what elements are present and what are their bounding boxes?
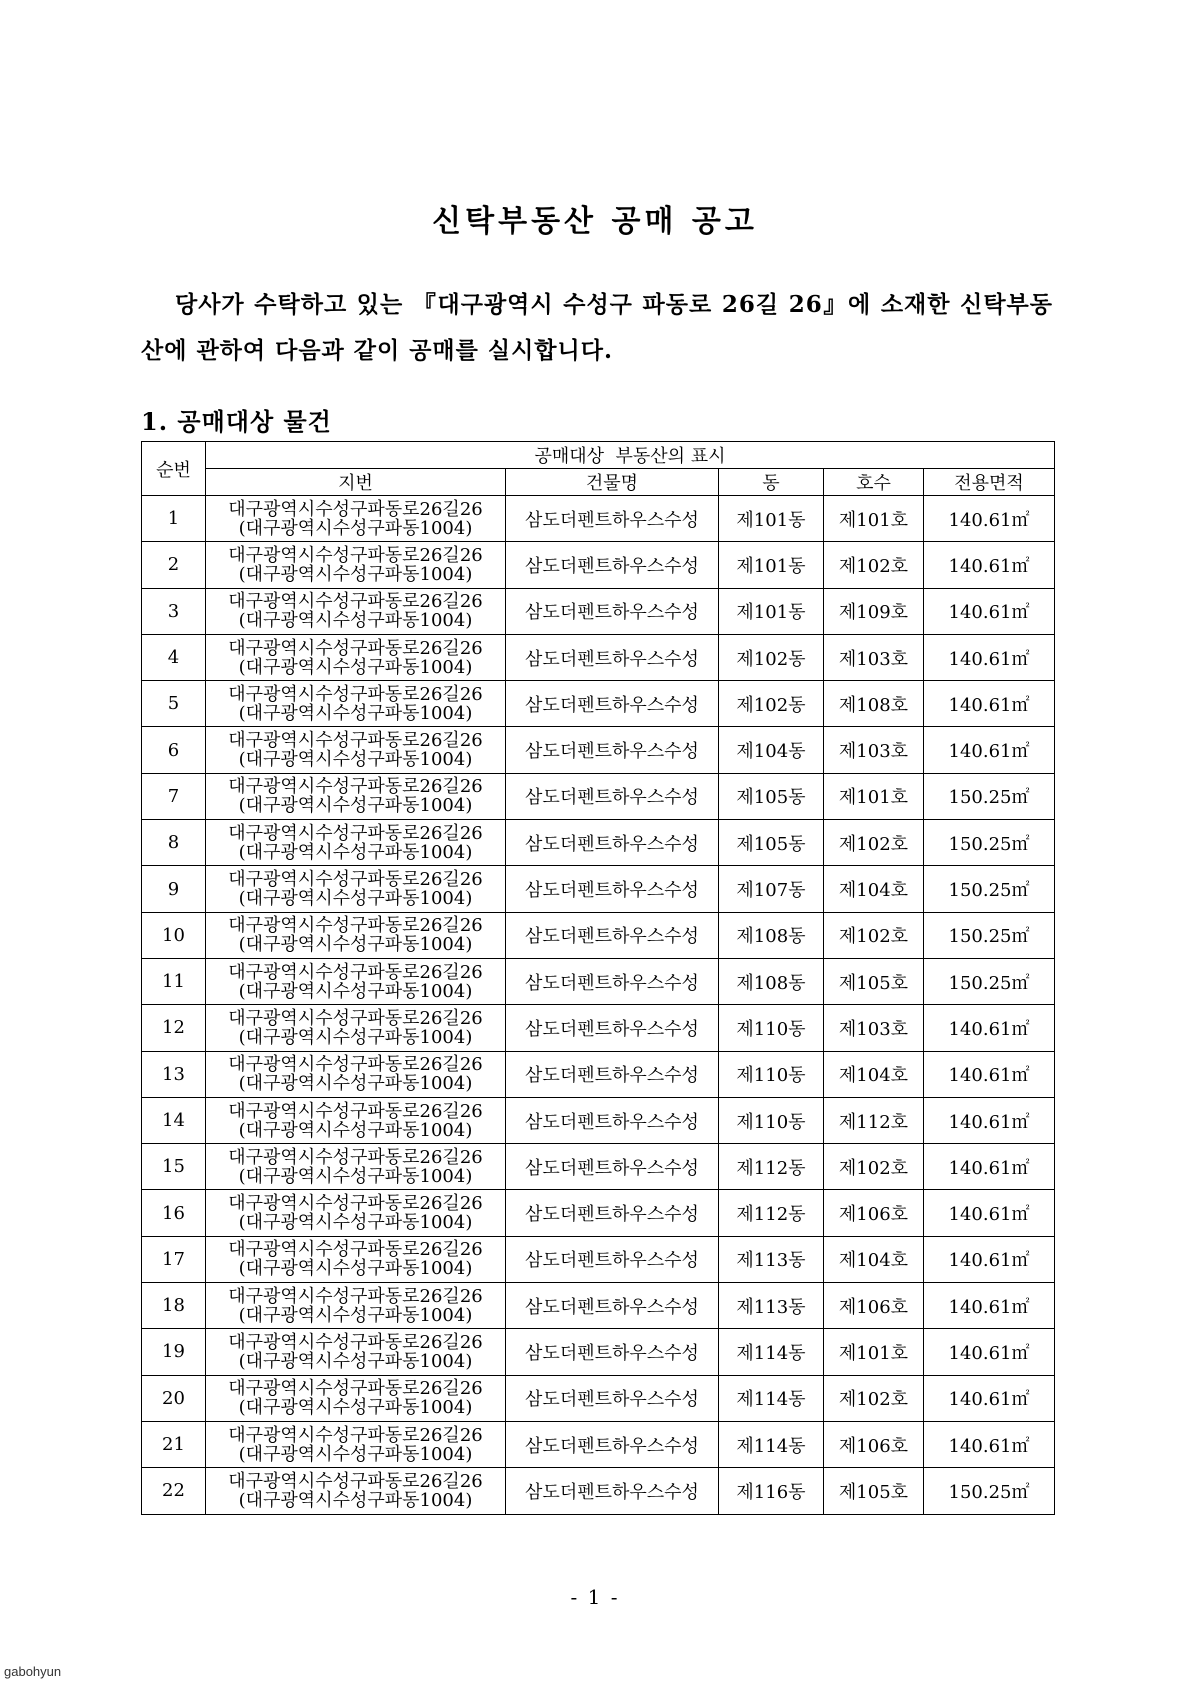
cell-dong: 제102동 bbox=[719, 634, 824, 680]
cell-building: 삼도더펜트하우스수성 bbox=[506, 1421, 719, 1467]
cell-building: 삼도더펜트하우스수성 bbox=[506, 634, 719, 680]
cell-area: 140.61㎡ bbox=[924, 1283, 1055, 1329]
lot-address: (대구광역시수성구파동1004) bbox=[238, 1304, 473, 1326]
cell-lot-address bbox=[206, 681, 506, 727]
table-row bbox=[142, 681, 1055, 727]
table-row bbox=[142, 1190, 1055, 1236]
cell-seq: 8 bbox=[142, 820, 206, 866]
cell-lot-address bbox=[206, 958, 506, 1004]
cell-seq: 5 bbox=[142, 681, 206, 727]
lot-address: (대구광역시수성구파동1004) bbox=[238, 1212, 473, 1234]
intro-paragraph: 당사가 수탁하고 있는 『대구광역시 수성구 파동로 26길 26』에 소재한 신탁부동산에 관하여 다음과 같이 공매를 실시합니다. bbox=[141, 291, 1053, 364]
cell-unit: 제105호 bbox=[824, 958, 924, 1004]
cell-area: 150.25㎡ bbox=[924, 773, 1055, 819]
cell-seq: 4 bbox=[142, 634, 206, 680]
road-address: 대구광역시수성구파동로26길26 bbox=[228, 1378, 483, 1400]
road-address: 대구광역시수성구파동로26길26 bbox=[228, 1146, 483, 1168]
cell-building: 삼도더펜트하우스수성 bbox=[506, 1468, 719, 1514]
lot-address: (대구광역시수성구파동1004) bbox=[238, 749, 473, 771]
cell-lot-address bbox=[206, 1005, 506, 1051]
cell-dong: 제110동 bbox=[719, 1051, 824, 1097]
cell-building: 삼도더펜트하우스수성 bbox=[506, 1005, 719, 1051]
table-row bbox=[142, 1051, 1055, 1097]
cell-seq: 20 bbox=[142, 1375, 206, 1421]
cell-dong: 제112동 bbox=[719, 1190, 824, 1236]
cell-lot-address bbox=[206, 1097, 506, 1143]
cell-area: 140.61㎡ bbox=[924, 1144, 1055, 1190]
road-address: 대구광역시수성구파동로26길26 bbox=[228, 1054, 483, 1076]
cell-lot-address bbox=[206, 1236, 506, 1282]
header-lot: 지번 bbox=[206, 469, 506, 496]
cell-dong: 제116동 bbox=[719, 1468, 824, 1514]
cell-building: 삼도더펜트하우스수성 bbox=[506, 1329, 719, 1375]
lot-address: (대구광역시수성구파동1004) bbox=[238, 1026, 473, 1048]
cell-seq: 11 bbox=[142, 958, 206, 1004]
cell-unit: 제104호 bbox=[824, 866, 924, 912]
cell-seq: 15 bbox=[142, 1144, 206, 1190]
cell-dong: 제102동 bbox=[719, 681, 824, 727]
cell-unit: 제102호 bbox=[824, 820, 924, 866]
cell-area: 150.25㎡ bbox=[924, 958, 1055, 1004]
cell-building: 삼도더펜트하우스수성 bbox=[506, 773, 719, 819]
road-address: 대구광역시수성구파동로26길26 bbox=[228, 637, 483, 659]
cell-area: 140.61㎡ bbox=[924, 1190, 1055, 1236]
lot-address: (대구광역시수성구파동1004) bbox=[238, 656, 473, 678]
table-row bbox=[142, 1375, 1055, 1421]
lot-address: (대구광역시수성구파동1004) bbox=[238, 517, 473, 539]
cell-unit: 제104호 bbox=[824, 1051, 924, 1097]
table-row bbox=[142, 1468, 1055, 1514]
lot-address: (대구광역시수성구파동1004) bbox=[238, 1443, 473, 1465]
cell-building: 삼도더펜트하우스수성 bbox=[506, 496, 719, 542]
lot-address: (대구광역시수성구파동1004) bbox=[238, 1397, 473, 1419]
table-row bbox=[142, 1283, 1055, 1329]
cell-lot-address bbox=[206, 1051, 506, 1097]
road-address: 대구광역시수성구파동로26길26 bbox=[228, 1193, 483, 1215]
cell-dong: 제114동 bbox=[719, 1329, 824, 1375]
cell-dong: 제114동 bbox=[719, 1421, 824, 1467]
road-address: 대구광역시수성구파동로26길26 bbox=[228, 1285, 483, 1307]
road-address: 대구광역시수성구파동로26길26 bbox=[228, 1470, 483, 1492]
cell-lot-address bbox=[206, 820, 506, 866]
cell-seq: 7 bbox=[142, 773, 206, 819]
property-table bbox=[141, 441, 1055, 1515]
cell-dong: 제113동 bbox=[719, 1236, 824, 1282]
cell-lot-address bbox=[206, 1144, 506, 1190]
cell-area: 140.61㎡ bbox=[924, 1097, 1055, 1143]
cell-lot-address bbox=[206, 1375, 506, 1421]
cell-lot-address bbox=[206, 496, 506, 542]
cell-unit: 제105호 bbox=[824, 1468, 924, 1514]
road-address: 대구광역시수성구파동로26길26 bbox=[228, 1239, 483, 1261]
table-row bbox=[142, 773, 1055, 819]
road-address: 대구광역시수성구파동로26길26 bbox=[228, 1100, 483, 1122]
lot-address: (대구광역시수성구파동1004) bbox=[238, 702, 473, 724]
road-address: 대구광역시수성구파동로26길26 bbox=[228, 961, 483, 983]
cell-area: 140.61㎡ bbox=[924, 542, 1055, 588]
cell-building: 삼도더펜트하우스수성 bbox=[506, 588, 719, 634]
lot-address: (대구광역시수성구파동1004) bbox=[238, 1258, 473, 1280]
road-address: 대구광역시수성구파동로26길26 bbox=[228, 683, 483, 705]
cell-building: 삼도더펜트하우스수성 bbox=[506, 542, 719, 588]
cell-seq: 10 bbox=[142, 912, 206, 958]
cell-building: 삼도더펜트하우스수성 bbox=[506, 1283, 719, 1329]
lot-address: (대구광역시수성구파동1004) bbox=[238, 610, 473, 632]
cell-dong: 제108동 bbox=[719, 912, 824, 958]
cell-building: 삼도더펜트하우스수성 bbox=[506, 958, 719, 1004]
cell-area: 140.61㎡ bbox=[924, 496, 1055, 542]
table-row bbox=[142, 1329, 1055, 1375]
cell-lot-address bbox=[206, 1421, 506, 1467]
table-header bbox=[142, 442, 1055, 496]
cell-dong: 제105동 bbox=[719, 820, 824, 866]
road-address: 대구광역시수성구파동로26길26 bbox=[228, 498, 483, 520]
table-row bbox=[142, 542, 1055, 588]
table-row bbox=[142, 727, 1055, 773]
cell-seq: 9 bbox=[142, 866, 206, 912]
cell-dong: 제101동 bbox=[719, 588, 824, 634]
cell-seq: 12 bbox=[142, 1005, 206, 1051]
table-row bbox=[142, 1005, 1055, 1051]
cell-unit: 제101호 bbox=[824, 496, 924, 542]
cell-building: 삼도더펜트하우스수성 bbox=[506, 1144, 719, 1190]
road-address: 대구광역시수성구파동로26길26 bbox=[228, 1424, 483, 1446]
cell-lot-address bbox=[206, 634, 506, 680]
cell-seq: 14 bbox=[142, 1097, 206, 1143]
cell-dong: 제104동 bbox=[719, 727, 824, 773]
table-row bbox=[142, 634, 1055, 680]
table-row bbox=[142, 866, 1055, 912]
cell-unit: 제101호 bbox=[824, 773, 924, 819]
road-address: 대구광역시수성구파동로26길26 bbox=[228, 822, 483, 844]
cell-seq: 16 bbox=[142, 1190, 206, 1236]
cell-lot-address bbox=[206, 1190, 506, 1236]
cell-lot-address bbox=[206, 1468, 506, 1514]
cell-lot-address bbox=[206, 727, 506, 773]
cell-area: 140.61㎡ bbox=[924, 1421, 1055, 1467]
cell-seq: 18 bbox=[142, 1283, 206, 1329]
cell-unit: 제103호 bbox=[824, 727, 924, 773]
cell-area: 140.61㎡ bbox=[924, 1236, 1055, 1282]
cell-building: 삼도더펜트하우스수성 bbox=[506, 1190, 719, 1236]
cell-lot-address bbox=[206, 542, 506, 588]
watermark-label: gabohyun bbox=[4, 1664, 62, 1679]
cell-unit: 제102호 bbox=[824, 1375, 924, 1421]
table-row bbox=[142, 496, 1055, 542]
cell-unit: 제106호 bbox=[824, 1421, 924, 1467]
cell-seq: 19 bbox=[142, 1329, 206, 1375]
table-row bbox=[142, 1144, 1055, 1190]
table-row bbox=[142, 1097, 1055, 1143]
lot-address: (대구광역시수성구파동1004) bbox=[238, 1073, 473, 1095]
cell-building: 삼도더펜트하우스수성 bbox=[506, 1051, 719, 1097]
cell-lot-address bbox=[206, 773, 506, 819]
cell-area: 150.25㎡ bbox=[924, 1468, 1055, 1514]
cell-seq: 3 bbox=[142, 588, 206, 634]
lot-address: (대구광역시수성구파동1004) bbox=[238, 1119, 473, 1141]
table-body bbox=[142, 496, 1055, 1515]
cell-area: 140.61㎡ bbox=[924, 1005, 1055, 1051]
cell-building: 삼도더펜트하우스수성 bbox=[506, 1236, 719, 1282]
cell-dong: 제105동 bbox=[719, 773, 824, 819]
cell-area: 150.25㎡ bbox=[924, 912, 1055, 958]
cell-dong: 제112동 bbox=[719, 1144, 824, 1190]
cell-lot-address bbox=[206, 1329, 506, 1375]
lot-address: (대구광역시수성구파동1004) bbox=[238, 1350, 473, 1372]
road-address: 대구광역시수성구파동로26길26 bbox=[228, 730, 483, 752]
cell-unit: 제101호 bbox=[824, 1329, 924, 1375]
cell-building: 삼도더펜트하우스수성 bbox=[506, 1375, 719, 1421]
page-number: - 1 - bbox=[570, 1585, 620, 1609]
road-address: 대구광역시수성구파동로26길26 bbox=[228, 1331, 483, 1353]
cell-seq: 1 bbox=[142, 496, 206, 542]
cell-dong: 제107동 bbox=[719, 866, 824, 912]
cell-building: 삼도더펜트하우스수성 bbox=[506, 727, 719, 773]
cell-unit: 제103호 bbox=[824, 634, 924, 680]
cell-area: 150.25㎡ bbox=[924, 866, 1055, 912]
cell-seq: 22 bbox=[142, 1468, 206, 1514]
cell-area: 140.61㎡ bbox=[924, 634, 1055, 680]
cell-unit: 제109호 bbox=[824, 588, 924, 634]
cell-unit: 제108호 bbox=[824, 681, 924, 727]
lot-address: (대구광역시수성구파동1004) bbox=[238, 841, 473, 863]
table-row bbox=[142, 1236, 1055, 1282]
cell-area: 140.61㎡ bbox=[924, 1375, 1055, 1421]
cell-area: 140.61㎡ bbox=[924, 1051, 1055, 1097]
table-row bbox=[142, 958, 1055, 1004]
document-title: 신탁부동산 공매 공고 bbox=[432, 204, 758, 239]
lot-address: (대구광역시수성구파동1004) bbox=[238, 934, 473, 956]
header-building: 건물명 bbox=[506, 469, 719, 496]
header-group: 공매대상 부동산의 표시 bbox=[206, 442, 1055, 469]
header-unit: 호수 bbox=[824, 469, 924, 496]
cell-dong: 제110동 bbox=[719, 1097, 824, 1143]
cell-building: 삼도더펜트하우스수성 bbox=[506, 866, 719, 912]
section-heading: 1. 공매대상 물건 bbox=[141, 407, 332, 436]
cell-unit: 제102호 bbox=[824, 542, 924, 588]
cell-dong: 제113동 bbox=[719, 1283, 824, 1329]
road-address: 대구광역시수성구파동로26길26 bbox=[228, 776, 483, 798]
cell-lot-address bbox=[206, 588, 506, 634]
table-row bbox=[142, 820, 1055, 866]
header-dong: 동 bbox=[719, 469, 824, 496]
cell-building: 삼도더펜트하우스수성 bbox=[506, 912, 719, 958]
cell-dong: 제101동 bbox=[719, 496, 824, 542]
lot-address: (대구광역시수성구파동1004) bbox=[238, 888, 473, 910]
lot-address: (대구광역시수성구파동1004) bbox=[238, 795, 473, 817]
cell-dong: 제110동 bbox=[719, 1005, 824, 1051]
cell-dong: 제108동 bbox=[719, 958, 824, 1004]
cell-seq: 2 bbox=[142, 542, 206, 588]
road-address: 대구광역시수성구파동로26길26 bbox=[228, 591, 483, 613]
road-address: 대구광역시수성구파동로26길26 bbox=[228, 544, 483, 566]
cell-building: 삼도더펜트하우스수성 bbox=[506, 820, 719, 866]
road-address: 대구광역시수성구파동로26길26 bbox=[228, 869, 483, 891]
lot-address: (대구광역시수성구파동1004) bbox=[238, 1165, 473, 1187]
lot-address: (대구광역시수성구파동1004) bbox=[238, 1489, 473, 1511]
cell-unit: 제102호 bbox=[824, 912, 924, 958]
cell-area: 140.61㎡ bbox=[924, 588, 1055, 634]
cell-building: 삼도더펜트하우스수성 bbox=[506, 681, 719, 727]
cell-area: 140.61㎡ bbox=[924, 727, 1055, 773]
cell-building: 삼도더펜트하우스수성 bbox=[506, 1097, 719, 1143]
cell-unit: 제112호 bbox=[824, 1097, 924, 1143]
table-row bbox=[142, 588, 1055, 634]
lot-address: (대구광역시수성구파동1004) bbox=[238, 980, 473, 1002]
cell-area: 140.61㎡ bbox=[924, 1329, 1055, 1375]
cell-dong: 제101동 bbox=[719, 542, 824, 588]
table-row bbox=[142, 1421, 1055, 1467]
cell-unit: 제106호 bbox=[824, 1190, 924, 1236]
lot-address: (대구광역시수성구파동1004) bbox=[238, 563, 473, 585]
cell-seq: 17 bbox=[142, 1236, 206, 1282]
cell-lot-address bbox=[206, 912, 506, 958]
road-address: 대구광역시수성구파동로26길26 bbox=[228, 915, 483, 937]
header-seq: 순번 bbox=[142, 442, 206, 496]
cell-seq: 13 bbox=[142, 1051, 206, 1097]
cell-area: 150.25㎡ bbox=[924, 820, 1055, 866]
cell-lot-address bbox=[206, 866, 506, 912]
cell-lot-address bbox=[206, 1283, 506, 1329]
cell-area: 140.61㎡ bbox=[924, 681, 1055, 727]
cell-seq: 6 bbox=[142, 727, 206, 773]
road-address: 대구광역시수성구파동로26길26 bbox=[228, 1007, 483, 1029]
cell-unit: 제106호 bbox=[824, 1283, 924, 1329]
header-area: 전용면적 bbox=[924, 469, 1055, 496]
cell-unit: 제102호 bbox=[824, 1144, 924, 1190]
cell-seq: 21 bbox=[142, 1421, 206, 1467]
table-row bbox=[142, 912, 1055, 958]
cell-unit: 제104호 bbox=[824, 1236, 924, 1282]
cell-unit: 제103호 bbox=[824, 1005, 924, 1051]
cell-dong: 제114동 bbox=[719, 1375, 824, 1421]
